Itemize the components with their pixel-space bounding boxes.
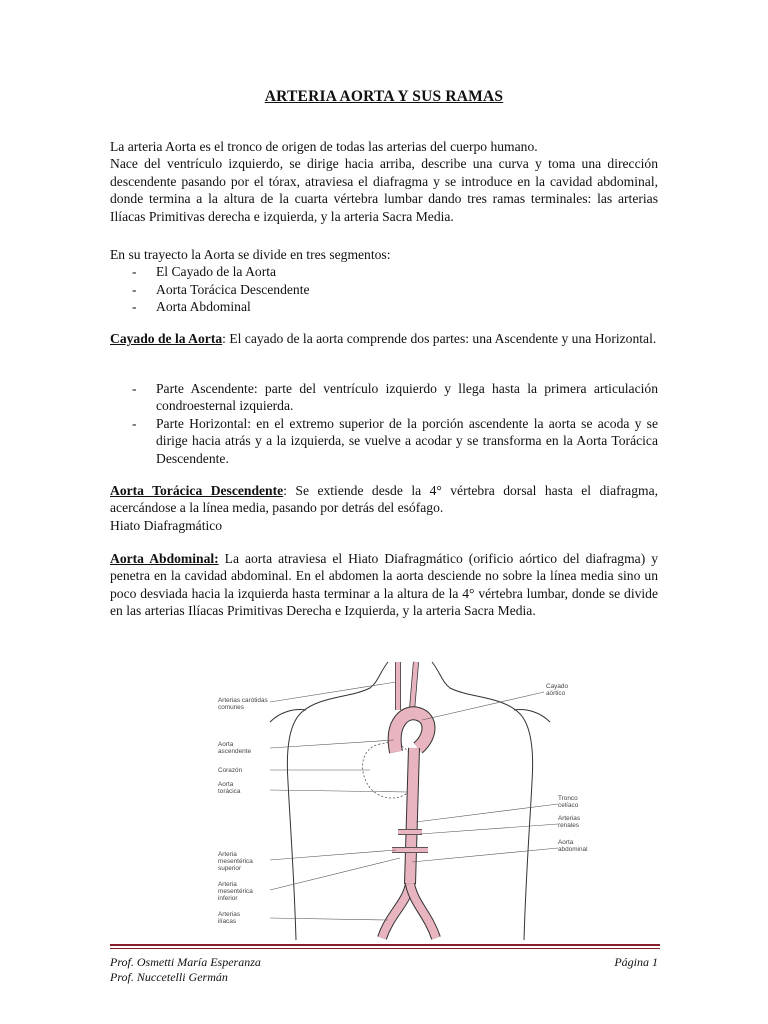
list-item: - Aorta Torácica Descendente [132,281,310,297]
segments-lead: En su trayecto la Aorta se divide en tres segmentos: [110,247,391,262]
page-number: Página 1 [614,955,658,969]
footer-authors [110,955,261,985]
segments-list [110,263,658,315]
label-iliacas: Arterias ilíacas [218,911,241,925]
torso-outline [432,662,533,940]
list-item: - Parte Ascendente: parte del ventrículo izquierdo y llega hasta la primera articulación condroesternal izquierda. [132,381,658,414]
aorta-illustration [210,652,590,942]
footer-divider [110,944,660,946]
cayado-section [110,330,658,347]
right-leader-lines [412,692,558,862]
toracica-heading: Aorta Torácica Descendente [110,483,284,498]
iliac-artery [382,884,410,938]
footer-author-2: Prof. Nuccetelli Germán [110,970,228,984]
left-leader-lines [270,682,408,920]
intro-section [110,138,658,225]
toracica-text: : Se extiende desde la 4° vértebra dorsal hasta el diafragma, acercándose a la línea media, pasando por detrás del esófago. [110,483,658,516]
label-aorta-toracica: Aorta torácica [218,781,241,795]
iliac-artery [410,884,436,938]
label-aorta-abdominal: Aorta abdominal [558,839,588,853]
cayado-parts-list [110,380,658,467]
label-renales: Arterias renales [558,815,581,829]
intro-first-line: La arteria Aorta es el tronco de origen de todas las arterias del cuerpo humano. [110,139,538,154]
label-cayado-aortico: Cayado aórtico [546,683,569,697]
list-item: - El Cayado de la Aorta [132,264,277,280]
footer-divider [110,948,660,949]
label-mesenterica-inferior: Arteria mesentérica inferior [218,881,253,902]
aortic-arch [395,713,429,752]
toracica-line2: Hiato Diafragmático [110,517,223,533]
cayado-parts-section [110,380,658,467]
segments-section [110,246,658,316]
footer-author-1: Prof. Osmetti María Esperanza [110,955,261,969]
cayado-heading: Cayado de la Aorta [110,331,223,346]
torso-outline [514,710,550,723]
label-corazon: Corazón [218,767,243,774]
label-tronco-celiaco: Tronco celíaco [558,795,579,809]
torso-outline [270,710,306,723]
toracica-section [110,482,658,534]
abdominal-heading: Aorta Abdominal: [110,551,219,566]
descending-aorta [410,748,414,884]
label-mesenterica-superior: Arteria mesentérica superior [218,851,253,872]
page-title: ARTERIA AORTA Y SUS RAMAS [264,88,504,105]
aorta-diagram [210,652,590,942]
list-item: - Parte Horizontal: en el extremo superior de la porción ascendente la aorta se acoda y se dirige hacia atrás y a la izquierda, se vuelve a acodar y se transforma en la Aorta Torácica Descendente. [132,415,658,466]
intro-paragraph: Nace del ventrículo izquierdo, se dirige hacia arriba, describe una curva y toma una dirección descendente pasando por el tórax, atraviesa el diafragma y se introduce en la cavidad abdominal, donde termina a la altura de la cuarta vértebra lumbar dando tres ramas terminales: las arterias Ilíacas Primitivas derecha e izquierda, y la arteria Sacra Media. [110,156,658,224]
label-aorta-ascendente: Aorta ascendente [218,741,252,755]
list-item: - Aorta Abdominal [132,299,251,315]
cayado-text: : El cayado de la aorta comprende dos partes: una Ascendente y una Horizontal. [222,331,657,346]
label-carotidas: Arterias carótidas comunes [218,697,268,711]
abdominal-text: La aorta atraviesa el Hiato Diafragmático (orificio aórtico del diafragma) y penetra en la cavidad abdominal. En el abdomen la aorta desciende no sobre la línea media sino un poco desviada hacia la izquierda hasta terminar a la altura de la 4° vértebra lumbar, donde se divide en las arterias Ilíacas Primitivas Derecha e Izquierda, y la arteria Sacra Media. [110,551,658,619]
abdominal-section [110,550,658,620]
torso-outline [287,662,388,940]
